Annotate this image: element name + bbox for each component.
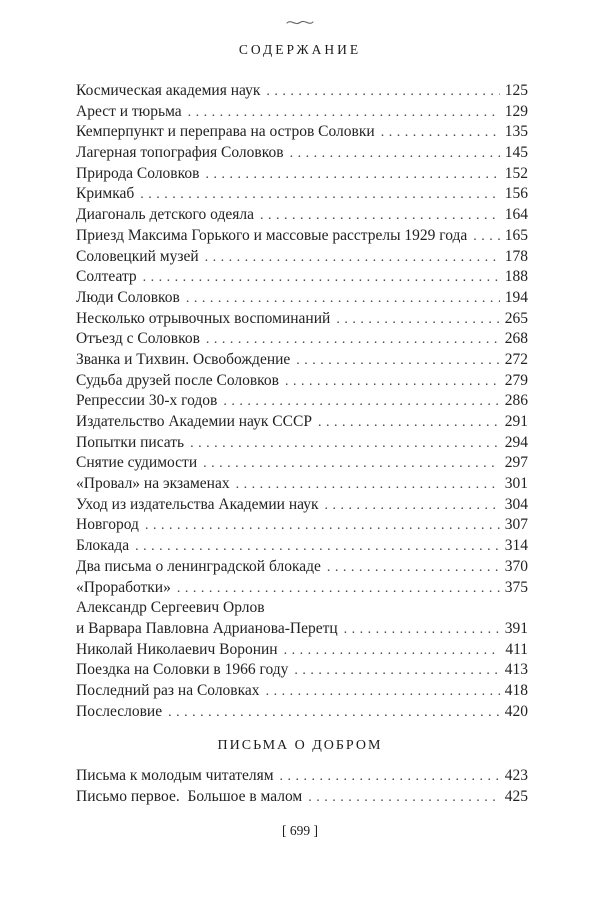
toc-entry-title: Кримкаб <box>76 185 135 203</box>
toc-row <box>76 268 528 289</box>
toc-entry-page: 265 <box>504 309 528 327</box>
toc-entry-title: Репрессии 30-х годов <box>76 392 218 410</box>
toc-row <box>76 641 528 662</box>
toc-dot-leader <box>205 248 500 266</box>
page-title: СОДЕРЖАНИЕ <box>238 42 362 57</box>
toc-entry-title: Николай Николаевич Воронин <box>76 640 278 658</box>
toc-row <box>76 413 528 434</box>
toc-entry-page: 391 <box>504 619 528 637</box>
toc-row <box>76 103 528 124</box>
toc-dot-leader <box>236 475 500 493</box>
toc-row <box>76 248 528 269</box>
toc-entry-title: Письмо первое. Большое в малом <box>76 787 303 805</box>
toc-entry-page: 129 <box>504 102 528 120</box>
toc-entry-page: 164 <box>504 206 528 224</box>
toc-entry-title: Судьба друзей после Соловков <box>76 371 279 389</box>
toc-dot-leader <box>325 496 500 514</box>
toc-dot-leader <box>143 268 500 286</box>
toc-entry-page: 418 <box>504 681 528 699</box>
toc-entry-title: Диагональ детского одеяла <box>76 206 254 224</box>
toc-row <box>76 144 528 165</box>
toc-dot-leader <box>266 682 500 700</box>
toc-row <box>76 351 528 372</box>
toc-entry-page: 423 <box>504 767 528 784</box>
toc-row <box>76 310 528 331</box>
toc-entry-title: Последний раз на Соловках <box>76 681 260 699</box>
toc-row <box>76 227 528 248</box>
toc-entry-title: Несколько отрывочных воспоминаний <box>76 309 331 327</box>
toc-dot-leader <box>296 351 499 369</box>
toc-entry-title: Попытки писать <box>76 433 185 451</box>
toc-entry-page: 375 <box>504 578 528 596</box>
toc-dot-leader <box>381 123 500 141</box>
toc-dot-leader <box>308 788 500 806</box>
toc-dot-leader <box>260 206 500 224</box>
toc-row <box>76 558 528 579</box>
toc-row <box>76 475 528 496</box>
toc-row <box>76 165 528 186</box>
toc-entry-page: 420 <box>504 702 528 720</box>
toc-dot-leader <box>473 227 499 245</box>
toc-row <box>76 185 528 206</box>
toc-row <box>76 123 528 144</box>
toc-entry-page: 301 <box>504 475 528 493</box>
toc-dot-leader <box>188 103 500 121</box>
toc-dot-leader <box>280 767 500 785</box>
toc-entry-page: 145 <box>504 144 528 162</box>
toc-entry-title: Отъезд с Соловков <box>76 330 200 348</box>
toc-entry-title: Блокада <box>76 537 130 555</box>
toc-row <box>76 496 528 517</box>
toc-entry-page: 268 <box>504 330 528 348</box>
toc-dot-leader <box>284 641 501 659</box>
toc-entry-title: Люди Соловков <box>76 288 180 306</box>
toc-entry-title: Приезд Максима Горького и массовые расстрелы 1929 года <box>76 226 468 244</box>
toc-entry-page: 165 <box>504 226 528 244</box>
toc-entry-page: 152 <box>504 164 528 182</box>
toc-entry-page: 125 <box>504 82 528 99</box>
toc-entry-title: Солтеатр <box>76 268 137 286</box>
toc-entry-page: 425 <box>504 787 528 805</box>
toc-list-letters <box>76 767 528 808</box>
toc-dot-leader <box>344 620 500 638</box>
toc-dot-leader <box>135 537 500 555</box>
toc-entry-title: Арест и тюрьма <box>76 102 182 120</box>
toc-entry-title: «Провал» на экзаменах <box>76 475 230 493</box>
toc-row <box>76 454 528 475</box>
toc-dot-leader <box>266 82 499 100</box>
toc-entry-page: 370 <box>504 557 528 575</box>
toc-entry-title: Издательство Академии наук СССР <box>76 413 312 430</box>
toc-entry-page: 156 <box>504 185 528 203</box>
toc-row <box>76 392 528 413</box>
toc-dot-leader <box>285 372 500 390</box>
flourish-ornament-icon <box>0 18 600 28</box>
toc-row <box>76 767 528 788</box>
toc-entry-title: Соловецкий музей <box>76 247 199 265</box>
toc-dot-leader <box>190 434 500 452</box>
toc-dot-leader <box>203 454 500 472</box>
toc-dot-leader <box>318 413 500 431</box>
toc-row <box>76 537 528 558</box>
toc-list-main <box>76 82 528 723</box>
toc-entry-title: и Варвара Павловна Адрианова-Перетц <box>76 619 338 637</box>
toc-entry-page: 294 <box>504 433 528 451</box>
toc-entry-title: Лагерная топография Соловков <box>76 144 284 162</box>
toc-row <box>76 206 528 227</box>
toc-entry-title: Уход из издательства Академии наук <box>76 495 319 513</box>
toc-dot-leader <box>290 144 500 162</box>
toc-row <box>76 372 528 393</box>
toc-dot-leader <box>294 661 499 679</box>
toc-row <box>76 682 528 703</box>
toc-entry-page: 272 <box>504 350 528 368</box>
toc-dot-leader <box>223 392 499 410</box>
toc-entry-title: Письма к молодым читателям <box>76 767 274 784</box>
toc-entry-title: Два письма о ленинградской блокаде <box>76 557 321 575</box>
toc-row <box>76 599 528 620</box>
toc-row <box>76 289 528 310</box>
toc-entry-page: 188 <box>504 268 528 286</box>
toc-entry-page: 279 <box>504 371 528 389</box>
toc-row <box>76 579 528 600</box>
toc-row <box>76 82 528 103</box>
page-number: [ 699 ] <box>282 823 318 838</box>
toc-dot-leader <box>205 165 499 183</box>
toc-entry-page: 135 <box>504 123 528 141</box>
toc-entry-page: 297 <box>504 454 528 472</box>
toc-entry-page: 291 <box>504 413 528 430</box>
toc-entry-title: Александр Сергеевич Орлов <box>76 599 265 617</box>
toc-dot-leader <box>206 330 500 348</box>
toc-dot-leader <box>145 516 500 534</box>
toc-row <box>76 703 528 724</box>
toc-entry-title: Космическая академия наук <box>76 82 261 99</box>
toc-dot-leader <box>177 579 500 597</box>
toc-row <box>76 516 528 537</box>
toc-dot-leader <box>327 558 500 576</box>
toc-entry-page: 194 <box>504 288 528 306</box>
toc-row <box>76 434 528 455</box>
toc-entry-title: Званка и Тихвин. Освобождение <box>76 350 291 368</box>
toc-dot-leader <box>168 703 500 721</box>
toc-entry-page: 304 <box>504 495 528 513</box>
toc-entry-title: Снятие судимости <box>76 454 198 472</box>
toc-entry-page: 413 <box>504 661 528 679</box>
toc-row <box>76 661 528 682</box>
toc-row <box>76 330 528 351</box>
toc-row <box>76 620 528 641</box>
toc-dot-leader <box>140 185 499 203</box>
toc-entry-page: 314 <box>504 537 528 555</box>
toc-entry-page: 286 <box>504 392 528 410</box>
toc-entry-page: 307 <box>504 516 528 534</box>
toc-dot-leader <box>336 310 499 328</box>
section-heading: ПИСЬМА О ДОБРОМ <box>217 738 383 753</box>
toc-dot-leader <box>186 289 500 307</box>
toc-row <box>76 788 528 809</box>
toc-entry-title: «Проработки» <box>76 578 171 596</box>
toc-entry-page: 178 <box>504 247 528 265</box>
toc-entry-title: Природа Соловков <box>76 164 200 182</box>
toc-entry-page: 411 <box>505 640 528 658</box>
toc-entry-title: Новгород <box>76 516 139 534</box>
toc-entry-title: Послесловие <box>76 702 163 720</box>
toc-entry-title: Поездка на Соловки в 1966 году <box>76 661 289 679</box>
toc-entry-title: Кемперпункт и переправа на остров Соловки <box>76 123 375 141</box>
